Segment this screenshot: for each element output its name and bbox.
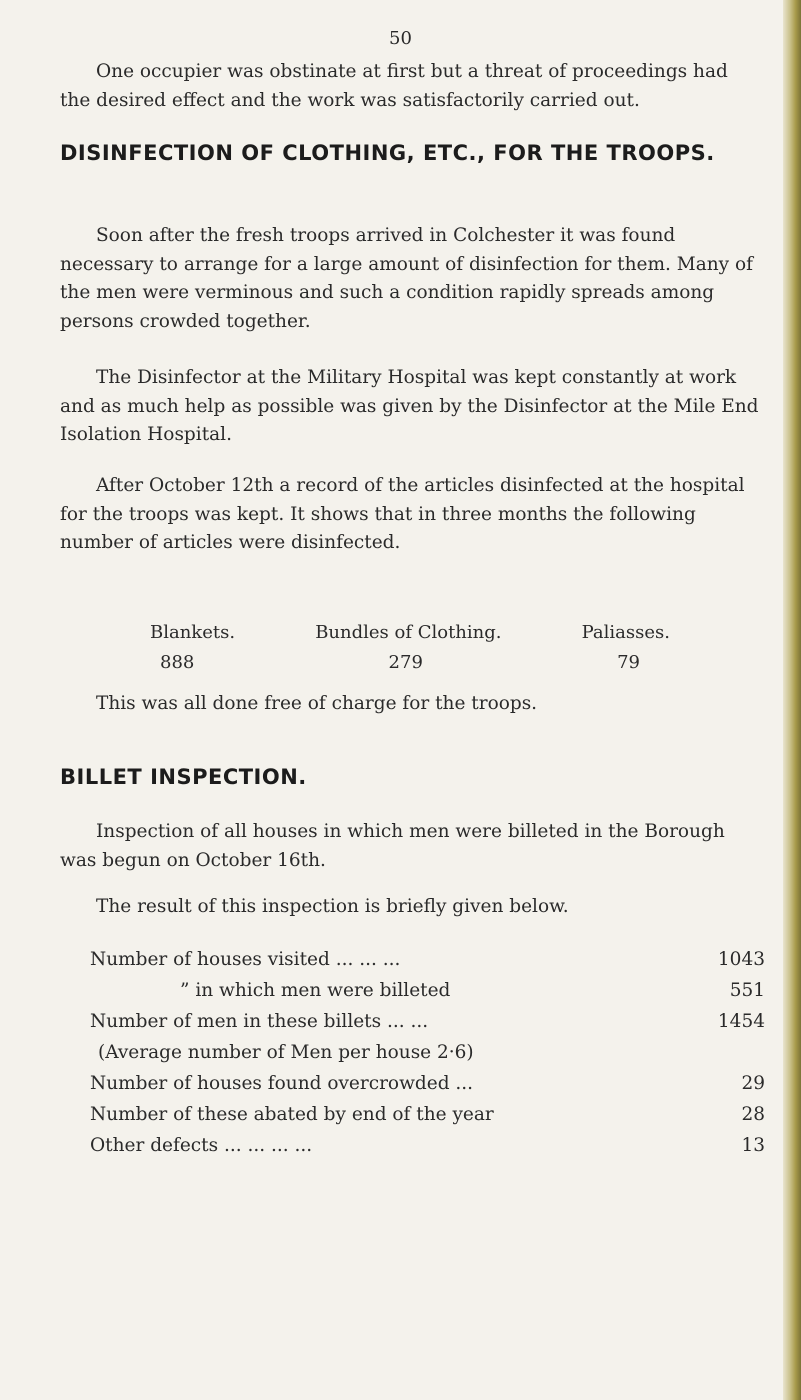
articles-header-bundles: Bundles of Clothing. xyxy=(315,622,502,643)
section-heading-billet: BILLET INSPECTION. xyxy=(60,765,307,789)
articles-value-paliasses: 79 xyxy=(617,651,640,673)
stat-value: 551 xyxy=(729,980,765,1001)
articles-disinfected-table xyxy=(150,618,670,676)
articles-table-header-row xyxy=(150,618,670,649)
stat-label: Number of houses visited ... ... ... xyxy=(90,949,401,970)
stat-label: Number of men in these billets ... ... xyxy=(90,1011,429,1032)
stat-label: ” in which men were billeted xyxy=(180,980,451,1001)
page-number: 50 xyxy=(389,28,412,49)
stat-row xyxy=(90,1068,765,1099)
disinfection-paragraph-1: Soon after the fresh troops arrived in Colchester it was found necessary to arrange for a large amount of disinfection for them. Many of the men were verminous and such a condition rapidly spreads among persons crowded together. xyxy=(60,225,753,333)
stat-value: 29 xyxy=(741,1073,765,1094)
stat-row xyxy=(90,1037,765,1068)
stat-row xyxy=(90,944,765,975)
stat-label: Number of houses found overcrowded ... xyxy=(90,1073,474,1094)
disinfection-paragraph-3: After October 12th a record of the articles disinfected at the hospital for the troops was kept. It shows that in three months the following number of articles were disinfected. xyxy=(60,475,745,554)
stat-label: (Average number of Men per house 2·6) xyxy=(98,1042,474,1063)
stat-row xyxy=(90,1130,765,1161)
page-edge-shadow xyxy=(783,0,801,1400)
intro-paragraph: One occupier was obstinate at first but a threat of proceedings had the desired effect and the work was satisfactorily carried out. xyxy=(60,61,728,111)
billet-statistics xyxy=(90,944,765,1161)
articles-value-blankets: 888 xyxy=(160,651,195,673)
stat-value: 28 xyxy=(741,1104,765,1125)
stat-label: Number of these abated by end of the year xyxy=(90,1104,494,1125)
billet-paragraph-2: The result of this inspection is briefly given below. xyxy=(96,896,569,917)
stat-value: 13 xyxy=(741,1135,765,1156)
stat-row xyxy=(90,975,765,1006)
stat-value: 1454 xyxy=(717,1011,765,1032)
disinfection-paragraph-4: This was all done free of charge for the troops. xyxy=(96,693,538,714)
articles-table-values-row xyxy=(150,649,670,676)
stat-label: Other defects ... ... ... ... xyxy=(90,1135,313,1156)
stat-row xyxy=(90,1099,765,1130)
billet-paragraph-1: Inspection of all houses in which men were billeted in the Borough was begun on October 16th. xyxy=(60,821,725,871)
disinfection-paragraph-2: The Disinfector at the Military Hospital was kept constantly at work and as much help as possible was given by the Disinfector at the Mile End Isolation Hospital. xyxy=(60,367,759,446)
articles-header-paliasses: Paliasses. xyxy=(581,622,670,643)
articles-value-bundles: 279 xyxy=(388,651,423,673)
stat-row xyxy=(90,1006,765,1037)
stat-value: 1043 xyxy=(717,949,765,970)
articles-header-blankets: Blankets. xyxy=(150,622,236,643)
section-heading-disinfection: DISINFECTION OF CLOTHING, ETC., FOR THE TROOPS. xyxy=(60,141,715,165)
